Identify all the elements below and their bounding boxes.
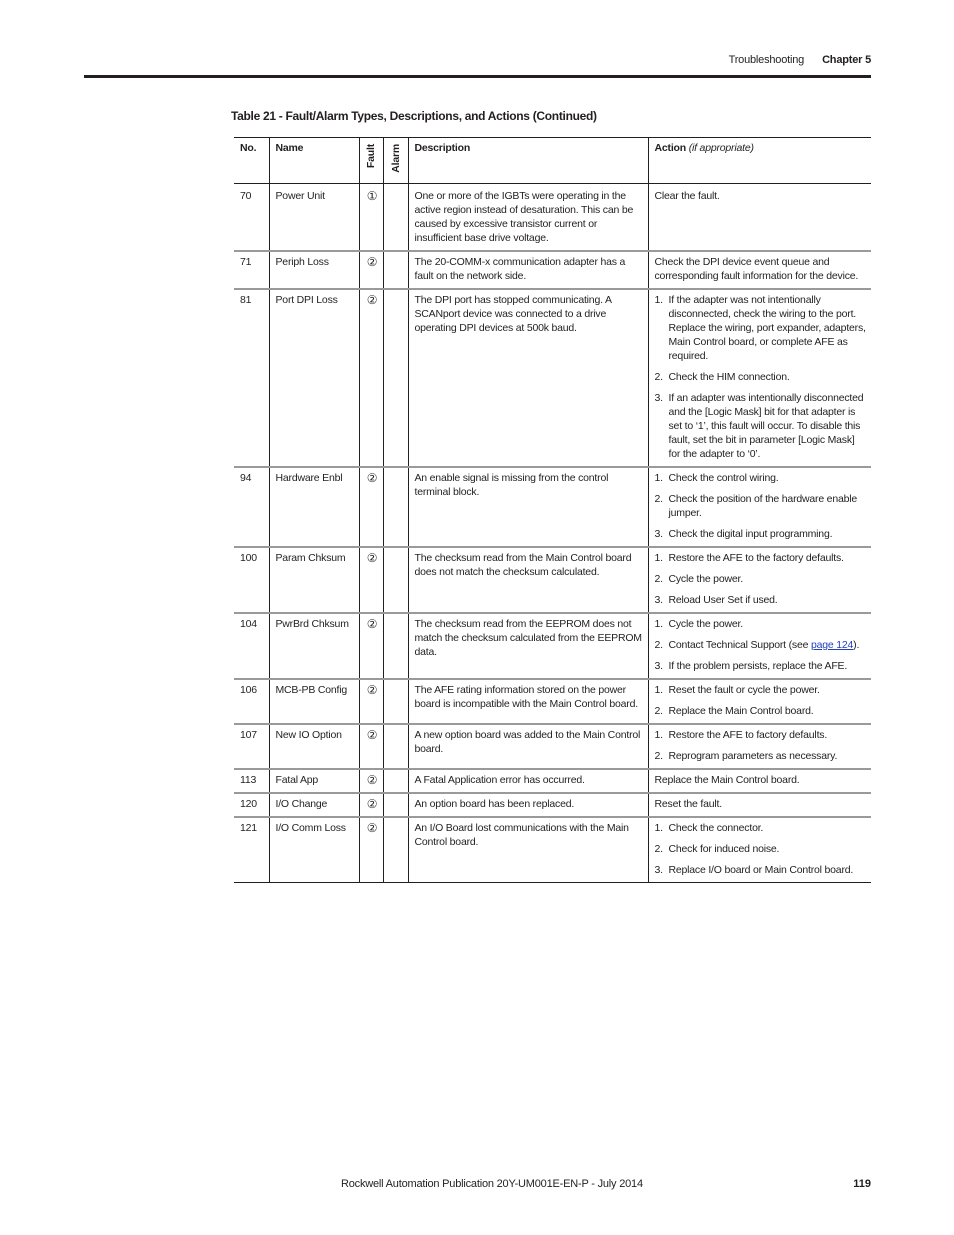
alarm-type-cell — [383, 547, 408, 613]
fault-action — [648, 467, 871, 547]
action-step — [655, 572, 868, 586]
step-number: 2. — [654, 573, 663, 585]
action-step — [655, 293, 868, 363]
action-steps — [655, 471, 868, 541]
fault-description: An enable signal is missing from the control terminal block. — [408, 467, 648, 547]
table-body — [234, 184, 871, 883]
step-number: 1. — [654, 822, 663, 834]
fault-description: A Fatal Application error has occurred. — [408, 769, 648, 793]
page-number: 119 — [853, 1178, 871, 1190]
table-row — [234, 769, 871, 793]
step-number: 2. — [654, 705, 663, 717]
fault-name: PwrBrd Chksum — [269, 613, 359, 679]
step-number: 3. — [654, 660, 663, 672]
fault-number: 70 — [234, 184, 269, 252]
action-step — [655, 704, 868, 718]
action-step — [655, 551, 868, 565]
fault-number: 113 — [234, 769, 269, 793]
fault-type-cell — [359, 793, 383, 817]
col-header-alarm — [383, 138, 408, 184]
header-rule — [84, 75, 871, 78]
alarm-type-cell — [383, 724, 408, 769]
fault-name: Param Chksum — [269, 547, 359, 613]
fault-type-cell — [359, 679, 383, 724]
fault-description: The checksum read from the Main Control board does not match the checksum calculated. — [408, 547, 648, 613]
alarm-type-cell — [383, 251, 408, 289]
fault-action — [648, 817, 871, 883]
fault-name: Periph Loss — [269, 251, 359, 289]
alarm-type-cell — [383, 289, 408, 467]
fault-action — [648, 724, 871, 769]
col-header-name: Name — [269, 138, 359, 184]
action-step — [655, 842, 868, 856]
step-text: Check the HIM connection. — [668, 371, 790, 383]
fault-type-cell — [359, 289, 383, 467]
fault-name: Power Unit — [269, 184, 359, 252]
fault-type-mark: ② — [366, 797, 378, 811]
col-header-action-note: (if appropriate) — [688, 142, 754, 154]
col-header-alarm-label: Alarm — [389, 144, 402, 173]
fault-action: Reset the fault. — [654, 798, 722, 810]
fault-name: MCB-PB Config — [269, 679, 359, 724]
col-header-fault-label: Fault — [365, 144, 377, 169]
footer-publication: Rockwell Automation Publication 20Y-UM001E-EN-P - July 2014 — [341, 1178, 643, 1190]
action-step — [655, 863, 868, 877]
step-text: Reprogram parameters as necessary. — [668, 750, 838, 762]
alarm-type-cell — [383, 679, 408, 724]
step-text-prefix: Contact Technical Support (see — [668, 639, 811, 651]
fault-number: 120 — [234, 793, 269, 817]
action-step — [655, 370, 868, 384]
step-text: Cycle the power. — [668, 618, 743, 630]
step-number: 2. — [654, 843, 663, 855]
step-text: Restore the AFE to factory defaults. — [668, 729, 828, 741]
fault-alarm-table — [234, 137, 871, 883]
fault-action — [648, 679, 871, 724]
fault-number: 100 — [234, 547, 269, 613]
step-number: 2. — [654, 750, 663, 762]
fault-description: The DPI port has stopped communicating. A SCANport device was connected to a drive operating DPI devices at 500k baud. — [408, 289, 648, 467]
fault-type-cell — [359, 251, 383, 289]
step-number: 1. — [654, 472, 663, 484]
alarm-type-cell — [383, 613, 408, 679]
fault-name: I/O Change — [269, 793, 359, 817]
table-title: Table 21 - Fault/Alarm Types, Descriptions, and Actions (Continued) — [231, 109, 597, 123]
fault-description: The 20-COMM-x communication adapter has a fault on the network side. — [408, 251, 648, 289]
fault-description: An I/O Board lost communications with the Main Control board. — [408, 817, 648, 883]
table-row — [234, 184, 871, 252]
step-number: 1. — [654, 684, 663, 696]
alarm-type-cell — [383, 184, 408, 252]
fault-name: Port DPI Loss — [269, 289, 359, 467]
fault-number: 106 — [234, 679, 269, 724]
fault-number: 107 — [234, 724, 269, 769]
step-number: 1. — [654, 294, 663, 306]
action-step — [655, 749, 868, 763]
action-step — [655, 471, 868, 485]
fault-type-cell — [359, 769, 383, 793]
step-text: Replace I/O board or Main Control board. — [668, 864, 854, 876]
fault-description: The checksum read from the EEPROM does not match the checksum calculated from the EEPROM data. — [408, 613, 648, 679]
fault-action — [648, 613, 871, 679]
header-chapter: Chapter 5 — [822, 54, 871, 66]
action-step — [655, 638, 868, 652]
action-step — [655, 683, 868, 697]
step-number: 3. — [654, 528, 663, 540]
table-row — [234, 724, 871, 769]
action-steps — [655, 821, 868, 877]
fault-action: Clear the fault. — [654, 190, 720, 202]
step-text: Reload User Set if used. — [668, 594, 778, 606]
col-header-action — [648, 138, 871, 184]
alarm-type-cell — [383, 467, 408, 547]
step-number: 1. — [654, 729, 663, 741]
step-text: Check for induced noise. — [668, 843, 780, 855]
step-text: If an adapter was intentionally disconnected and the [Logic Mask] bit for that adapter is set to ‘1’, this fault will occur. To disable this fault, set the bit in parameter [Logic Mask] for the adapter to ‘0’. — [668, 392, 864, 460]
fault-number: 104 — [234, 613, 269, 679]
fault-description: The AFE rating information stored on the power board is incompatible with the Main Control board. — [408, 679, 648, 724]
step-number: 2. — [654, 371, 663, 383]
step-text: Reset the fault or cycle the power. — [668, 684, 820, 696]
fault-type-mark: ② — [366, 471, 378, 485]
step-text: Check the control wiring. — [668, 472, 779, 484]
alarm-type-cell — [383, 793, 408, 817]
step-text: Check the digital input programming. — [668, 528, 833, 540]
action-step — [655, 492, 868, 520]
fault-action — [648, 289, 871, 467]
fault-description: An option board has been replaced. — [408, 793, 648, 817]
fault-type-mark: ② — [366, 551, 378, 565]
fault-type-mark: ② — [366, 617, 378, 631]
page-link[interactable]: page 124 — [810, 639, 854, 651]
action-steps — [655, 551, 868, 607]
header-section: Troubleshooting — [728, 54, 805, 66]
fault-type-mark: ② — [366, 773, 378, 787]
action-steps — [655, 728, 868, 763]
fault-type-mark: ① — [366, 189, 378, 203]
step-number: 3. — [654, 594, 663, 606]
col-header-no: No. — [234, 138, 269, 184]
step-number: 2. — [654, 493, 663, 505]
fault-type-cell — [359, 613, 383, 679]
fault-action: Check the DPI device event queue and corresponding fault information for the device. — [654, 256, 859, 282]
alarm-type-cell — [383, 817, 408, 883]
fault-type-cell — [359, 467, 383, 547]
action-step — [655, 728, 868, 742]
alarm-type-cell — [383, 769, 408, 793]
col-header-description: Description — [408, 138, 648, 184]
col-header-action-label: Action — [654, 142, 686, 154]
fault-number: 81 — [234, 289, 269, 467]
step-text: Replace the Main Control board. — [668, 705, 814, 717]
running-header — [729, 54, 871, 66]
action-step — [655, 617, 868, 631]
fault-type-mark: ② — [366, 683, 378, 697]
fault-number: 71 — [234, 251, 269, 289]
fault-type-cell — [359, 817, 383, 883]
step-text: If the problem persists, replace the AFE. — [668, 660, 848, 672]
action-step — [655, 821, 868, 835]
step-text — [669, 638, 860, 652]
step-text-suffix: ). — [853, 639, 860, 651]
action-steps — [655, 293, 868, 461]
fault-type-mark: ② — [366, 728, 378, 742]
fault-name: New IO Option — [269, 724, 359, 769]
fault-type-cell — [359, 724, 383, 769]
table-row — [234, 251, 871, 289]
step-text: Check the connector. — [668, 822, 764, 834]
step-number: 1. — [654, 552, 663, 564]
table-row — [234, 547, 871, 613]
fault-description: A new option board was added to the Main Control board. — [408, 724, 648, 769]
action-steps — [655, 617, 868, 673]
step-text: Check the position of the hardware enable jumper. — [668, 493, 858, 519]
fault-description: One or more of the IGBTs were operating in the active region instead of desaturation. This can be caused by excessive transistor current or insufficient base drive voltage. — [408, 184, 648, 252]
fault-type-cell — [359, 547, 383, 613]
step-number: 1. — [654, 618, 663, 630]
table-row — [234, 679, 871, 724]
fault-name: Hardware Enbl — [269, 467, 359, 547]
table-row — [234, 613, 871, 679]
fault-type-mark: ② — [366, 255, 378, 269]
table-row — [234, 289, 871, 467]
step-text: Restore the AFE to the factory defaults. — [668, 552, 844, 564]
fault-name: Fatal App — [269, 769, 359, 793]
fault-name: I/O Comm Loss — [269, 817, 359, 883]
action-step — [655, 527, 868, 541]
fault-type-mark: ② — [366, 821, 378, 835]
step-number: 2. — [654, 639, 663, 651]
fault-action: Replace the Main Control board. — [654, 774, 800, 786]
fault-number: 121 — [234, 817, 269, 883]
fault-number: 94 — [234, 467, 269, 547]
step-number: 3. — [654, 864, 663, 876]
step-number: 3. — [654, 392, 663, 404]
action-step — [655, 659, 868, 673]
step-text: Cycle the power. — [668, 573, 743, 585]
fault-action — [648, 547, 871, 613]
table-row — [234, 793, 871, 817]
fault-type-mark: ② — [366, 293, 378, 307]
action-steps — [655, 683, 868, 718]
action-step — [655, 593, 868, 607]
table-row — [234, 817, 871, 883]
table-row — [234, 467, 871, 547]
fault-type-cell — [359, 184, 383, 252]
col-header-fault — [359, 138, 383, 184]
step-text: If the adapter was not intentionally disconnected, check the wiring to the port. Replace the wiring, port expander, adapters, Main Control board, or complete AFE as required. — [668, 294, 866, 362]
table-header-row — [234, 138, 871, 184]
action-step — [655, 391, 868, 461]
